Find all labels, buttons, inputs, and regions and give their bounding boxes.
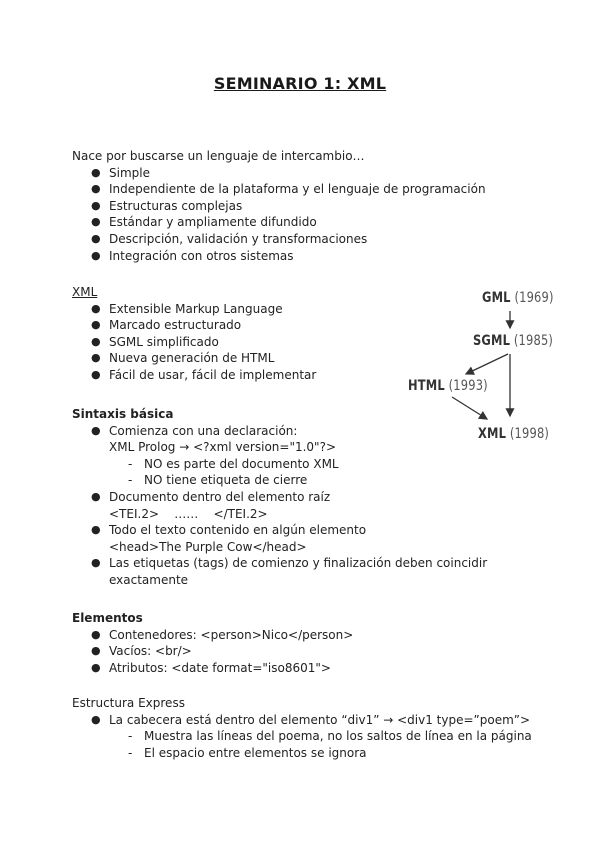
arrow-html-xml [452, 397, 487, 419]
intro-section [72, 148, 552, 264]
list-item: ● Simple [91, 165, 150, 180]
list-item: ● Nueva generación de HTML [91, 351, 275, 366]
bullet-icon: ● [91, 165, 101, 179]
list-item: ● Todo el texto contenido en algún elemento <head>The Purple Cow</head> [91, 523, 367, 554]
express-section [72, 695, 552, 761]
bullet-icon: ● [91, 334, 101, 348]
markup-lineage-diagram [400, 284, 570, 454]
sub-list-item: - NO es parte del documento XML [128, 456, 339, 471]
list-item: ● Comienza con una declaración: XML Prolog → <?xml version="1.0"?> - NO es parte del documento XML - NO tiene etiqueta de cierre [72, 423, 552, 489]
diagram-node-gml: GML (1969) [482, 290, 554, 306]
intro-list [72, 165, 552, 265]
bullet-icon: ● [91, 712, 101, 726]
dash-icon: - [128, 456, 133, 471]
list-item: ● Descripción, validación y transformaciones [91, 231, 368, 246]
sub-list [109, 456, 552, 489]
sub-list-item: - Muestra las líneas del poema, no los saltos de línea en la página [128, 729, 532, 744]
list-item: ● Atributos: <date format="iso8601"> [91, 660, 331, 675]
bullet-icon: ● [91, 182, 101, 196]
bullet-icon: ● [91, 423, 101, 437]
list-item: ● Documento dentro del elemento raíz <TEI.2> …… </TEI.2> [91, 489, 331, 521]
bullet-icon: ● [91, 556, 101, 570]
list-item: ● Extensible Markup Language [91, 301, 283, 316]
diagram-node-html: HTML (1993) [408, 378, 488, 394]
list-item: ● Vacíos: <br/> [91, 644, 192, 659]
intro-lead: Nace por buscarse un lenguaje de intercambio… [72, 149, 365, 163]
bullet-icon: ● [91, 367, 101, 381]
express-list [72, 712, 552, 729]
bullet-icon: ● [91, 198, 101, 212]
list-item: ● Estructuras complejas [91, 198, 243, 213]
bullet-icon: ● [91, 523, 101, 537]
sub-list [72, 728, 552, 761]
sub-list-item: - El espacio entre elementos se ignora [128, 745, 367, 760]
bullet-icon: ● [91, 248, 101, 262]
bullet-icon: ● [91, 318, 101, 332]
bullet-icon: ● [91, 627, 101, 641]
list-item: ● Fácil de usar, fácil de implementar [91, 367, 317, 382]
diagram-node-sgml: SGML (1985) [473, 333, 554, 349]
dash-icon: - [128, 729, 133, 744]
sub-list-item: - NO tiene etiqueta de cierre [128, 473, 308, 488]
sintaxis-heading: Sintaxis básica [72, 407, 174, 421]
bullet-icon: ● [91, 215, 101, 229]
diagram-node-xml: XML (1998) [478, 426, 550, 442]
dash-icon: - [128, 473, 133, 488]
elementos-heading: Elementos [72, 611, 143, 625]
dash-icon: - [128, 745, 133, 760]
bullet-icon: ● [91, 351, 101, 365]
page-title: SEMINARIO 1: XML [213, 74, 387, 93]
list-item: ● Las etiquetas (tags) de comienzo y finalización deben coincidir exactamente [91, 556, 488, 587]
list-item: ● SGML simplificado [91, 334, 219, 349]
list-item: ● Estándar y ampliamente difundido [91, 215, 317, 230]
bullet-icon: ● [91, 231, 101, 245]
express-heading: Estructura Express [72, 696, 185, 710]
list-item: ● Integración con otros sistemas [91, 248, 294, 263]
bullet-icon: ● [91, 489, 101, 503]
list-item: ● Marcado estructurado [91, 318, 242, 333]
list-item: ● Contenedores: <person>Nico</person> [91, 627, 354, 642]
bullet-icon: ● [91, 660, 101, 674]
bullet-icon: ● [91, 301, 101, 315]
xml-heading: XML [72, 285, 98, 299]
list-item: ● La cabecera está dentro del elemento “div1” → <div1 type=”poem”> [91, 712, 531, 727]
elementos-list [72, 627, 552, 677]
list-item: ● Independiente de la plataforma y el lenguaje de programación [91, 182, 486, 197]
bullet-icon: ● [91, 644, 101, 658]
elementos-section [72, 610, 552, 676]
arrow-sgml-html [466, 354, 508, 374]
